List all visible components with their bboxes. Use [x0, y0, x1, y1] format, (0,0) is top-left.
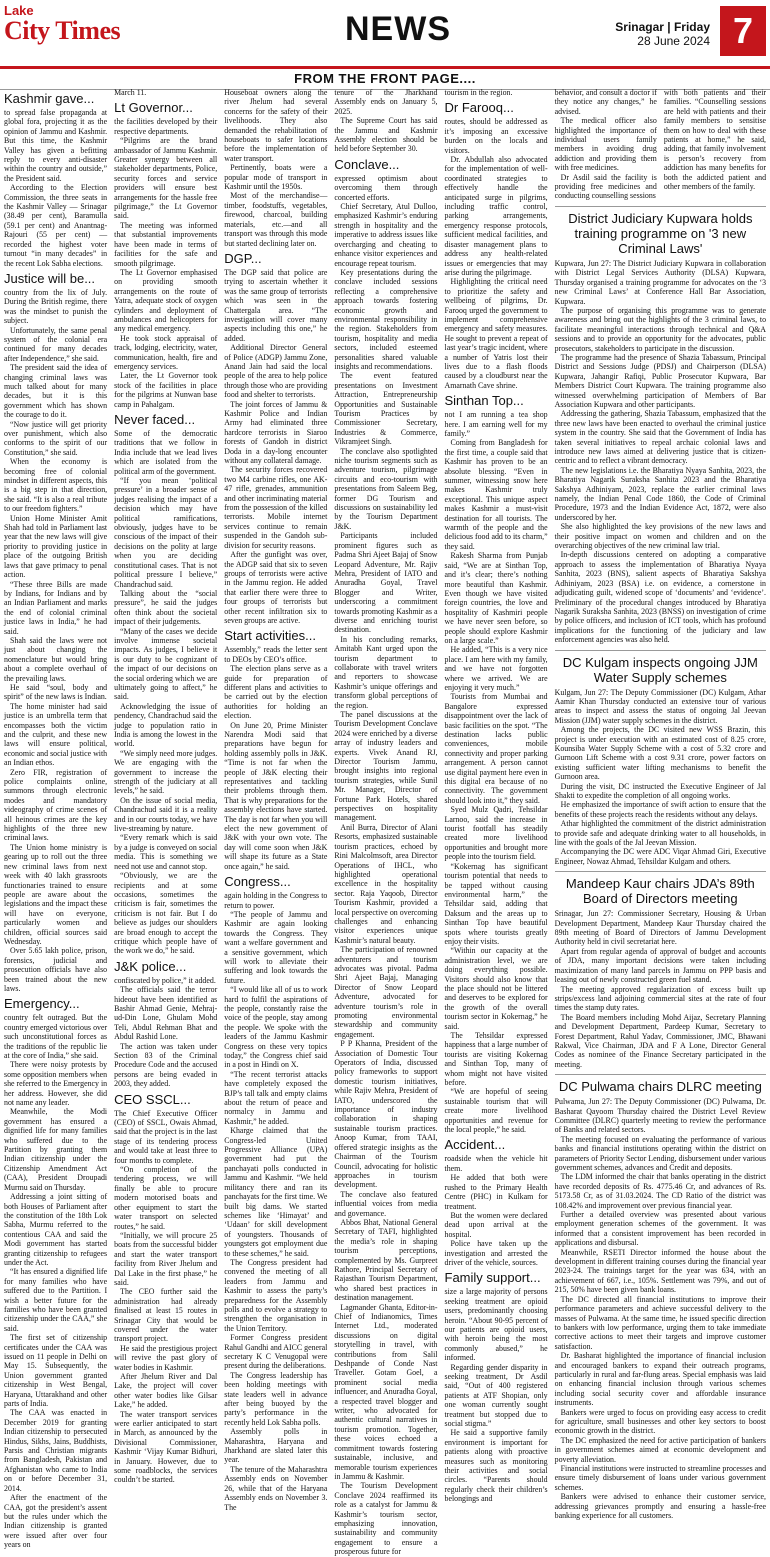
page-number: 7 [720, 6, 766, 56]
paragraph: The CAA was enacted in December 2019 for granting Indian citizenship to persecuted Hindus, Sikhs, Jains, Buddhists, Parsis and Christian migrants from Bangladesh, Pakistan and Afghanistan who came to India on or before December 31, 2014. [4, 1408, 108, 1493]
paragraph: “Now justice will get priority over punishment, which also conforms to the spirit of our Constitution,” she said. [4, 419, 108, 457]
paragraph: After the enactment of the CAA, got the president’s assent but the rules under which the Indian citizenship is granted were issued after over four years on [4, 1493, 108, 1550]
paragraph: The event featured presentations on Investment Attraction, Entrepreneurship Opportunities and Sustainable Tourism Practices by Commissioner Secretary, Industries & Commerce, Vikramjeet Singh. [334, 371, 438, 447]
paragraph: Anil Burra, Director of Alani Resorts, emphasized sustainable tourism practices, echoed by Rini Malcolmsoft, area Director Operations of IHCL, who highlighted operational excellence in the hospitality sector. Raja Yaqoob, Director Tourism Kashmir, provided a local perspective on overcoming challenges and enhancing visitor experiences unique Kashmir’s natural beauty. [334, 822, 438, 945]
city-day: Srinagar | Friday [615, 20, 710, 34]
paragraph: He added that both were rushed to the Primary Health Centre (PHC) in Kulkam for treatment. [444, 1173, 548, 1211]
paragraph: The CEO further said the administration had already finalised at least 15 routes in Srinagar City that would be covered under the water transport project. [114, 1287, 218, 1344]
paragraph: Later, the Lt Governor took stock of the facilities in place for the pilgrims at Nunwan base camp in Pahalgam. [114, 371, 218, 409]
paragraph: The new legislations i.e. the Bharatiya Nyaya Sanhita, 2023, the Bharatiya Nagarik Suraksha Sanhita 2023 and the Bharatiya Sakshya Adhiniyam, 2023, replace the earlier criminal laws namely, the Indian Penal Code 1860, the Code of Criminal Procedure, 1973 and the Indian Evidence Act, 1872, were also underscored by her. [554, 465, 767, 522]
paragraph: Regarding gender disparity in seeking treatment, Dr Asdil said, “Out of 400 registered patients at ATF Shopian, only one woman currently sought treatment but stopped due to social stigma.” [444, 1362, 548, 1429]
paragraph: The action was taken under Section 83 of the Criminal Procedure Code and the accused persons are being evaded in 2003, they added. [114, 1041, 218, 1089]
divider [555, 206, 766, 207]
paragraph: The meeting approved regularization of excess built up strips/excess land adjoining commercial sites at the rate of four times the stamp duty rates. [554, 984, 767, 1013]
paragraph: The meeting focused on evaluating the performance of various banks and financial institutions operating within the district on parameters of Priority Sector Lending, disbursement under various government schemes, advances and Credit and deposits. [554, 1134, 767, 1172]
paragraph: Addressing the gathering, Shazia Tabassum, emphasized that the three new laws have been enacted to overhaul the criminal justice system in the country. She said that the Government of India has taken several initiatives to repeal archaic colonial laws and introduce new laws aimed at delivering justice that is citizen-centric and to reflect a vibrant democracy. [554, 409, 767, 466]
paragraph: Acknowledging the issue of pendency, Chandrachud said the judge to population ratio in India is among the lowest in the world. [114, 701, 218, 749]
paragraph: “We simply need more judges. We are engaging with the government to increase the strength of the judiciary at all levels,” he said. [114, 748, 218, 796]
paragraph: Abbos Bhat, National General Secretary of TAFI, highlighted the media’s role in shaping tourism perceptions, complemented by Ms. Gurpreet Rathore, Principal Secretary of Rajasthan Tourism Department, who shared best practices in destination management. [334, 1217, 438, 1303]
paragraph: “Obviously, we are the recipients and at some occasions, sometimes the criticism is fair, sometimes the criticism is not fair. But I do believe as judges our shoulders are broad enough to accept the critique which people have of the work we do,” he said. [114, 871, 218, 956]
headline-conclave[interactable]: Conclave... [334, 156, 400, 172]
paragraph: the facilities developed by their respective departments. [114, 117, 218, 136]
paragraph: Some of the democratic traditions that we follow in India include that we lead lives which are isolated from the political arm of the government. [114, 429, 218, 476]
paragraph: Meanwhile, RSETI Director informed the house about the development in different training courses during the financial year 2023-24. The trainings target for the year was 634, with an achievement of 667, i.e., 105%. Settlement was 79%, and out of 215, 50% have been given bank loans. [554, 1247, 767, 1295]
divider [555, 1074, 766, 1075]
paragraph: Financial institutions were instructed to streamline processes and ensure timely disbursement of loans under various government schemes. [554, 1464, 767, 1492]
headline-never-faced[interactable]: Never faced... [114, 412, 196, 427]
paragraph: Syed Mulz Qadri, Tehsildar Larnoo, said the increase in tourist footfall has steadily created more livelihood opportunities and brought more people into the tourism field. [444, 805, 548, 862]
paragraph: The Union home ministry is gearing up to roll out the three new criminal laws from next week with 40 lakh grassroots functionaries trained to ensure people are aware about the legislations and the impact these will have on everyone, particularly women and children, official sources said Wednesday. [4, 842, 108, 946]
newspaper-logo[interactable] [4, 4, 144, 60]
headline-sinthan-top[interactable]: Sinthan Top... [444, 393, 524, 409]
column-4 [334, 88, 438, 1557]
paragraph: Pulwama, Jun 27: The Deputy Commissioner (DC) Pulwama, Dr. Basharat Qayoom Thursday chaired the District Level Review Committee (DLRC) quarterly meeting to review the performance of Banks and related sectors. [554, 1097, 767, 1135]
paragraph: “Many of the cases we decide involve immense societal impacts. As judges, I believe it is our duty to be cognizant of the impact of our decisions on the social ordering which we are ultimately going to affect,” he said. [114, 626, 218, 702]
paragraph: Kharge claimed that the Congress-led United Progressive Alliance (UPA) government had put the panchayati polls conducted in Jammu and Kashmir. “We held militancy there and ran its panchayats for the first time. We built big dams. We started schemes like ‘Himayat’ and ‘Udaan’ for skill development of youngsters. Thousands of youngsters got employment due to these schemes,” he said. [224, 1126, 328, 1258]
headline-dc-pulwama[interactable]: DC Pulwama chairs DLRC meeting [558, 1079, 762, 1095]
paragraph: He emphasized the importance of swift action to ensure that the benefits of these projects reach the residents without any delays. [554, 800, 767, 819]
column-6-top-right [664, 88, 766, 201]
column-6-top-left [555, 88, 657, 201]
headline-emergency[interactable]: Emergency... [4, 996, 80, 1012]
paragraph: “Initially, we will procure 25 boats from the successful bidder and start the water transport facility from River Jhelum and Dal Lake in the first phase,” he said. [114, 1230, 218, 1287]
headline-start-activities[interactable]: Start activities... [224, 628, 316, 644]
paragraph: Rakesh Sharma from Punjab said, “We are at Sinthan Top, and it’s clear; there’s nothing more beautiful than Kashmir. Even though we have visited foreign countries, the love and hospitality of Kashmiri people we have never seen before, so people should explore Kashmir on a large scale.” [444, 551, 548, 645]
paragraph: The Tehsildar expressed happiness that a large number of tourists are visiting Kokernag and Sinthan Top, many of whom might not have visited before. [444, 1031, 548, 1088]
paragraph: roadside when the vehicle hit them. [444, 1154, 548, 1173]
logo-large-text: City Times [4, 16, 121, 45]
paragraph: Talking about the “social pressure”, he said the judges often think about the societal impact of their judgements. [114, 588, 218, 627]
paragraph: Dr. Basharat highlighted the importance of financial inclusion and encouraged bankers to expand their outreach programs, particularly in rural and far-flung areas. Special emphasis was laid on enhancing financial inclusion through various schemes including social security cover and affordable insurance instruments. [554, 1351, 767, 1408]
paragraph: Shah said the laws were not just about changing the nomenclature but would bring about a complete overhaul of the prevailing laws. [4, 635, 108, 683]
column-6 [555, 88, 766, 1553]
paragraph: Further a detailed overview was presented about various employment generation schemes of the government. It was informed that a consistent improvement has been recorded in applications and disbursal. [554, 1210, 767, 1248]
paragraph: Athar highlighted the commitment of the district administration to provide safe and adequate drinking water to all households, in line with the goals of the Jal Jeevan Mission. [554, 819, 767, 848]
paragraph: After the gunfight was over, the ADGP said that six to seven groups of terrorists were active in the Jammu region. He added that earlier there were three to four groups of terrorists but other recent infiltration six to seven groups are active. [224, 550, 328, 625]
headline-dgp[interactable]: DGP... [224, 250, 262, 266]
headline-mandeep-kaur[interactable]: Mandeep Kaur chairs JDA’s 89th Board of Directors meeting [565, 876, 755, 907]
paragraph: again holding in the Congress to return to power. [224, 891, 328, 910]
paragraph: Key presentations during the conclave included sessions reflecting a comprehensive approach towards fostering economic growth and environmental responsibility in the region. Stakeholders from tourism, hospitality and media sectors, included esteemed personalities shared valuable insights and recommendations. [334, 267, 438, 371]
paragraph: Union Home Minister Amit Shah had told in Parliament last year that the new laws will give priority to providing justice in place of the outgoing British laws that gave primacy to penal action. [4, 513, 108, 580]
paragraph: The security forces recovered two M4 carbine rifles, one AK-47 rifle, grenades, ammunition and other incriminating material from the possession of the killed terrorists. Mobile internet services continue to remain suspended in the Gandoh sub-division for security reasons. [224, 465, 328, 550]
paragraph: “If you mean ‘political pressure’ in a broader sense of judges realising the impact of a decision which may have political ramifications, obviously, judges have to be conscious of the impact of their decisions on the polity at large when you are deciding constitutional cases. That is not political pressure I believe,” Chandrachud said. [114, 476, 218, 589]
paragraph: He took stock appraisal of track, lodging, electricity, water, communication, health, fire and emergency services. [114, 333, 218, 371]
paragraph: He said “soul, body and spirit” of the new laws is Indian. [4, 682, 108, 702]
paragraph: Police have taken up the investigation and arrested the driver of the vehicle, sources. [444, 1239, 548, 1267]
headline-dc-kulgam[interactable]: DC Kulgam inspects ongoing JJM Water Supply schemes [562, 654, 758, 685]
paragraph: Coming from Bangladesh for the first time, a couple said that Kashmir has proven to be an absolute blessing. “Even in summer, witnessing snow here makes Kashmir truly exceptional. This unique aspect makes Kashmir a must-visit destination for all tourists. The warmth of the people and the delicious food add to its charm,” they said. [444, 438, 548, 551]
paragraph: Apart from regular agenda of approval of budget and accounts of JDA, many important decisions were taken including maximization of many land parcels in Jammu on PPP basis and leasing out of newly constructed green fuel stand. [554, 946, 767, 985]
paragraph: Former Congress president Rahul Gandhi and AICC general secretary K C Venugopal were present during the deliberations. [224, 1333, 328, 1371]
paragraph: Additional Director General of Police (ADGP) Jammu Zone, Anand Jain had said the local people of the area to help police through those who are providing food and shelter to terrorists. [224, 343, 328, 400]
paragraph: Kulgam, Jun 27: The Deputy Commissioner (DC) Kulgam, Athar Aamir Khan Thursday conducted an extensive tour of various areas to inspect and assess the status of ongoing Jal Jeevan Mission (JJM) water supply schemes in the district. [554, 687, 767, 725]
paragraph: Pertinently, boats were a popular mode of transport in Kashmir until the 1950s. [224, 163, 328, 192]
dateline [615, 20, 710, 48]
paragraph: In his concluding remarks, Amitabh Kant urged upon the tourism department to collaborate with travel writers and reporters to showcase Kashmir’s unique offerings and transform global perceptions of the region. [334, 634, 438, 710]
paragraph: “On completion of the tendering process, we will finally be able to procure modern motorised boats and other equipment to start the water transport on selected routes,” he said. [114, 1165, 218, 1231]
paragraph: Addressing a joint sitting of both Houses of Parliament after the constitution of the 18th Lok Sabha, Murmu referred to the contentious CAA and said the Modi government has started granting citizenship to refugees under the Act. [4, 1192, 108, 1267]
paragraph: “I would like all of us to work hard to fulfil the aspirations of the people, constantly raise the voice of the people, stay among the people. We spoke with the leaders of the Jammu Kashmir Congress on these very topics today,” the Congress chief said in a post in Hindi on X. [224, 985, 328, 1070]
paragraph: “Pilgrims are the brand ambassador of Jammu Kashmir. Greater synergy between all stakeholder departments, Police, security forces and service providers will ensure best arrangements for the hassle free pilgrimage,” the Lt Governor said. [114, 136, 218, 221]
masthead [0, 0, 770, 69]
paragraph: The president said the idea of changing criminal laws was much talked about for many decades, but it is this government which has shown the courage to do it. [4, 363, 108, 420]
paragraph: The Congress leadership has been holding meetings with state leaders well in advance after being buoyed by the party’s performance in the recently held Lok Sabha polls. [224, 1370, 328, 1427]
paragraph: There were noisy protests by some opposition members when she referred to the Emergency in her address. However, she did not name any leader. [4, 1060, 108, 1108]
paragraph: Houseboat owners along the river Jhelum had several concerns for the safety of their livelihoods. They also demanded the rehabilitation of houseboats to safer locations before the implementation of water transport. [224, 88, 328, 163]
headline-congress[interactable]: Congress... [224, 874, 291, 890]
paragraph: March 11. [114, 88, 147, 97]
paragraph: Among the projects, the DC visited new WSS Brazin, this project is under execution with an estimated cost of 8.25 crore, Kounsiba Water Supply Scheme with a cost of 5.32 crore and Gurnoon Lift Scheme with a cost 9.31 crore, power factors on existing sufficient water lifting mechanisms to benefit the Gurnoon area. [554, 725, 767, 782]
headline-dr-farooq[interactable]: Dr Farooq... [444, 100, 514, 116]
paragraph: The Chief Executive Officer (CEO) of SSCL, Owais Ahmad, said that the project is in the last stage of its tendering process and would take at least three to four months to complete. [114, 1108, 218, 1165]
issue-date: 28 June 2024 [637, 34, 710, 48]
paragraph: Accompanying the DC were ADC Viqar Ahmad Giri, Executive Engineer, Nowaz Ahmad, Tehsildar Kulgam and others. [554, 847, 767, 866]
paragraph: Dr. Abdullah also advocated for the implementation of well-coordinated strategies to effectively handle the anticipated surge in pilgrims, including traffic control, parking arrangements, emergency response protocols, sufficient medical facilities, and disaster management plans to address any health-related issues or emergencies that may arise during the pilgrimage. [444, 155, 548, 277]
paragraph: The home minister had said justice is an umbrella term that encompasses both the victim and the culprit, and these new laws will ensure political, economic and social justice with an Indian ethos. [4, 701, 108, 768]
paragraph: He said a supportive family environment is important for patients along with proactive measures such as monitoring their activities and social circles. “Parents should regularly check their children’s belongings and [444, 1428, 548, 1504]
paragraph: Dr Asdil said the facility is providing free medicines and conducting counselling sessions [554, 172, 657, 201]
section-title: NEWS [345, 10, 451, 48]
paragraph: She also highlighted the key provisions of the new laws and their positive impact on women and children and on the overarching objectives of the new criminal law trial. [554, 522, 767, 551]
paragraph: to spread false propaganda at global fora, projecting it as the opinion of Jammu and Kashmir. But this time, the Kashmir Valley has given a befitting reply to every anti-disaster within the country and outside,” the President said. [4, 108, 108, 183]
paragraph: Kupwara, Jun 27: The District Judiciary Kupwara in collaboration with District Legal Services Authority (DLSA) Kupwara, Thursday organised a training programme for advocates on the ‘3 new Criminal Laws’ at Conference Hall Bar Association, Kupwara. [554, 258, 767, 306]
paragraph: “Kokernag has significant tourism potential that needs to be tapped without causing environmental harm,” the Tehsildar said, adding that Daksum and the areas up to Sinthan Top have beautiful spots where tourists greatly enjoy their visits. [444, 861, 548, 946]
paragraph: size a large majority of persons seeking treatment are opioid users, predominantly choosing heroin. “About 90-95 percent of our patients are opioid users, with heroin being the most commonly abused,” he informed. [444, 1287, 548, 1363]
paragraph: Bankers were advised to enhance their customer service, addressing grievances promptly and ensuring a hassle-free banking experience for all customers. [554, 1492, 767, 1521]
paragraph: Unfortunately, the same penal system of the colonial era continued for many decades after Independence,” she said. [4, 325, 108, 363]
paragraph: The conclave also featured influential voices from media and governance. [334, 1189, 438, 1218]
headline-kashmir-gave[interactable]: Kashmir gave... [4, 91, 95, 106]
paragraph: Lagmander Ghanta, Editor-in-Chief of Indianomics, Times Internet Ltd., moderated discussions on digital storytelling in travel, with contributions from Salil Deshpande of Conde Nast Traveller. Gotam Goel, a prominent social media influencer, and Anuradha Goyal, a respected travel blogger and writer, who advocated for authentic cultural narratives in tourism promotion. Together, these voices echoed a commitment towards fostering sustainable, inclusive, and memorable tourism experiences in Jammu & Kashmir. [334, 1302, 438, 1481]
paragraph: “Within our capacity at the administration level, we are doing everything possible. Visitors should also know that the place should not be littered and deserves to be explored for the growth of the overall tourism sector in Kokernag,” he said. [444, 946, 548, 1031]
column-5 [445, 88, 548, 1553]
headline-ceo-sscl[interactable]: CEO SSCL... [114, 1091, 191, 1107]
headline-lt-governor[interactable]: Lt Governor... [114, 100, 193, 116]
paragraph: tourism in the region. [444, 88, 513, 97]
headline-kupwara-training[interactable]: District Judiciary Kupwara holds training programme on '3 new Criminal Laws' [568, 210, 753, 256]
paragraph: “It has ensured a dignified life for many families who have suffered due to the Partition. I wish a better future for the families who have been granted citizenship under the CAA,” she said. [4, 1267, 108, 1333]
paragraph: When the economy is becoming free of colonial mindset in different aspects, this is a big step in that direction, she said. “It is also a real tribute to our freedom fighters.” [4, 457, 108, 514]
column-6-top [555, 88, 766, 201]
paragraph: Tourists from Mumbai and Bangalore expressed disappointment over the lack of basic facilities on the spot. “The destination lacks public conveniences, mobile connectivity and proper parking arrangement. A person cannot use digital payment here even in this digital era because of no connectivity. The government should look into it,” they said. [444, 692, 548, 805]
column-3 [224, 88, 327, 1553]
paragraph: The panel discussions at the Tourism Development Conclave 2024 were enriched by a diverse array of industry leaders and experts. Vivek Anand RJ, Director Tourism Jammu, brought insights into regional tourism strategies, while Sunil Mr. Manager, Director of Fortune Park Hotels, shared perspectives on hospitality management. [334, 710, 438, 823]
paragraph: The medical officer also highlighted the importance of individual users family members in avoiding drug addiction and providing them with free medicines. [554, 116, 657, 173]
divider [555, 650, 766, 651]
article-columns [4, 88, 767, 1557]
paragraph: Meanwhile, the Modi government has ensured a dignified life for many families who suffered due to the Partition by granting them Indian citizenship under the Citizenship Amendment Act (CAA), President Droupadi Murmu said on Thursday. [4, 1107, 108, 1192]
paragraph: He added, “This is a very nice place. I am here with my family, and we have not forgotten where we arrived. We are enjoying it very much.” [444, 645, 548, 692]
paragraph: “We are hopeful of seeing sustainable tourism that will create more livelihood opportunities and revenue for the local people,” he said. [444, 1087, 548, 1135]
paragraph: The DGP said that police are trying to ascertain whether it was the same group of terrorists which was seen in the Chattergala area. “The investigation will cover many aspects including this one,” he added. [224, 267, 328, 343]
paragraph: The tenure of the Maharashtra Assembly ends on November 26, while that of the Haryana Assembly ends on November 3. The [224, 1464, 328, 1512]
paragraph: The DC emphasized the need for active participation of bankers in government schemes aimed at economic development and poverty alleviation. [554, 1435, 767, 1464]
paragraph: The Supreme Court has said the Jammu and Kashmir Assembly election should be held before September 30. [334, 116, 438, 154]
paragraph: The water transport services were earlier anticipated to start in March, as announced by the Divisional Commissioner, Kashmir ‘Vijay Kumar Bidhuri, in January. However, due to some roadblocks, the services couldn’t be started. [114, 1409, 218, 1485]
paragraph: The Board members including Mohd Aijaz, Secretary Planning and Development Department, Pardeep Kumar, Secretary to Forest Department, Rahul Yadav, Commissioner, JMC, Bhawani Rakwal, Vice Chairman, JDA and F A Lone, Director General Codes as nominee of the Finance Secretary participated in the meeting. [554, 1012, 767, 1069]
column-1 [4, 88, 107, 1553]
headline-accident[interactable]: Accident... [444, 1137, 506, 1153]
paragraph: The first set of citizenship certificates under the CAA was issued on 11 people in Delhi on May 15. Subsequently, the Union government granted citizenship in West Bengal, Haryana, Uttarakhand and other parts of India. [4, 1333, 108, 1409]
paragraph: “Every remark which is said by a judge is conveyed on social media. This is something we need not use and cannot stop. [114, 833, 218, 871]
paragraph: Srinagar, Jun 27: Commissioner Secretary, Housing & Urban Development Department, Mandeep Kaur Thursday chaired the 89th meeting of Board of Directors of Jammu Development Authority held in civil secretariat here. [554, 909, 767, 947]
paragraph: The Tourism Development Conclave 2024 reaffirmed its role as a catalyst for Jammu & Kashmir’s tourism sector, emphasizing innovation, sustainability and community engagement to ensure a prosperous future for [334, 1481, 438, 1557]
paragraph: P P Khanna, President of the Association of Domestic Tour Operators of India, discussed policy frameworks to support domestic tourism initiatives, while Rajiv Mehra, President of IATO, underscored the importance of industry collaboration in shaping sustainable tourism practices. Anoop Kumar, from TAAI, offered strategic insights as the Chairman of the Tourism Council, advocating for holistic approaches in tourism development. [334, 1039, 438, 1190]
divider [555, 871, 766, 872]
paragraph: On the issue of social media, Chandrachud said it is a reality and in our courts today, we have live-streaming by nature. [114, 795, 218, 834]
headline-justice-will-be[interactable]: Justice will be... [4, 270, 96, 286]
paragraph: On June 20, Prime Minister Narendra Modi said that preparations have begun for holding assembly polls in J&K. “Time is not far when the people of J&K electing their representatives and tackling their problems through them. That is why preparations for the assembly elections have started. The day is not far when you will elect the new government of J&K with your own vote. The day will come soon when J&K will shape its future as a State once again,” he said. [224, 720, 328, 871]
paragraph: The Congress president had convened the meeting of all leaders from Jammu and Kashmir to assess the party’s preparedness for the Assembly polls and to evolve a strategy to strengthen the organisation in the Union Territory. [224, 1257, 328, 1333]
paragraph: Assembly,” reads the letter sent to DEOs by CEO’s office. [224, 645, 328, 664]
paragraph: The programme had the presence of Shazia Tabassum, Principal District and Sessions Judge (PDSJ) and Chairperson (DLSA) Kupwara, Jahangir Rafiqi, Public Prosecutor Kupwara, Bar Members District Court Kupwara. The training programme also witnessed overwhelming participation of Members of Bar Association Kupwara and other participants. [554, 352, 767, 409]
paragraph: During the visit, DC instructed the Executive Engineer of Jal Shakti to expedite the completion of all ongoing works. [554, 781, 767, 800]
headline-family-support[interactable]: Family support... [444, 1270, 541, 1286]
paragraph: with both patients and their families. “Counselling sessions are held with patients and their family members to sensitise them on how to deal with these patients at home,” he said, adding, that family involvement is person’s recovery from addiction has many benefits for both the addicted patient and other members of the family. [663, 88, 767, 192]
paragraph: tenure of the Jharkhand Assembly ends on January 5, 2025. [334, 88, 438, 116]
paragraph: The DC directed all financial institutions to improve their performance parameters and achieve successful delivery to the masses of Pulwama. At the same time, he issued specific direction to bankers with low performance, urging them to take immediate corrective actions to meet their targets and improve customer satisfaction. [554, 1294, 767, 1351]
paragraph: Most of the merchandise—timber, foodstuffs, vegetables, firewood, charcoal, building materials, etc.—and all transport was through this mode but started declining later on. [224, 191, 328, 248]
paragraph: Bankers were urged to focus on providing easy access to credit for agriculture, small businesses and other key sectors to boost economic growth in the district. [554, 1407, 767, 1436]
paragraph: “The recent terrorist attacks have completely exposed the BJP’s tall talk and empty claims about the return of peace and normalcy in Jammu and Kashmir,” he added. [224, 1069, 328, 1126]
paragraph: The Lt Governor emphasised on providing smooth arrangements on the route of Yatra, adequate stock of oxygen cylinders and deployment of ambulances and helicopters for any medical emergency. [114, 267, 218, 334]
paragraph: country from the lix of July. During the British regime, there was the mindset to punish the subject. [4, 287, 108, 326]
paragraph: The LDM informed the chair that banks operating in the district have recorded deposits of Rs. 4775.46 Cr, and advances of Rs. 5173.58 Cr, as of 31.03.2024. The CD Ratio of the district was 108.42% and improvement over previous financial year. [554, 1172, 767, 1210]
paragraph: country felt outraged. But the country emerged victorious over such unconstitutional forces as the traditions of the republic lie at the core of India,” she said. [4, 1013, 108, 1060]
strap-heading: FROM THE FRONT PAGE.... [0, 69, 770, 90]
paragraph: According to the Election Commission, the three seats in the Kashmir Valley — Srinagar (38.49 per cent), Baramulla (59.1 per cent) and Anantnag-Rajouri (55 per cent) — recorded the highest voter turnout “in many decades” in the recent Lok Sabha elections. [4, 183, 108, 268]
paragraph: He said the prestigious project will revive the past glory of water bodies in Kashmir. [114, 1343, 218, 1372]
paragraph: The election plans serve as a guide for preparation of different plans and activities to be carried out by the election authorities for holding an election. [224, 664, 328, 721]
paragraph: The joint forces of Jammu & Kashmir Police and Indian Army had eliminated three hardcore terrorists in Siaroo forests of Gandoh in district Doda in a day-long encounter without any collateral damage. [224, 399, 328, 466]
paragraph: Assembly polls in Maharashtra, Haryana and Jharkhand are slated later this year. [224, 1427, 328, 1465]
paragraph: not I am running a tea shop here. I am earning well for my family.” [444, 410, 548, 438]
paragraph: routes, should be addressed as it’s imposing an excessive burden on the locals and visitors. [444, 117, 548, 155]
logo-small-text: Lake [4, 3, 34, 18]
paragraph: In-depth discussions centered on adopting a comparative approach to assess the implementation of Bharatiya Nyaya Sanhita, 2023 (BNS), salient aspects of Bharatiya Sakshya Adhiniyam, 2023 (BSA) i.e. on evidence, a cornerstone in adjudicating guilt, widened scope of ‘documents’ and ‘evidence’. Preliminary of the procedural changes introduced by Bharatiya Nagarik Suraksha Sanhita, 2023 (BNSS) on investigation of crime by police officers, and inclusion of ICT tools, which has profound implications for the functioning of the judiciary and law enforcement agencies was also held. [554, 550, 767, 645]
paragraph: The meeting was informed that substantial improvements have been made in terms of facilities for the safe and smooth pilgrimage. [114, 220, 218, 268]
paragraph: The conclave also spotlighted niche tourism segments such as adventure tourism, pilgrimage circuits and eco-tourism with presentations from Saleem Beg, former DG Tourism and discussions on sustainability led by the Tourism Department J&K. [334, 446, 438, 531]
paragraph: After Jhelum River and Dal Lake, the project will cover other water bodies like Gilsar Lake,” he added. [114, 1372, 218, 1410]
paragraph: Over 5.65 lakh police, prison, forensics, judicial and prosecution officials have also been trained about the new laws. [4, 946, 108, 993]
paragraph: Highlighting the critical need to prioritize the safety and wellbeing of pilgrims, Dr. Farooq urged the government to implement comprehensive emergency and safety measures. He sought to prevent a repeat of last year’s tragic incident, where a number of Yatris lost their lives due to a flash floods caused by a cloudburst near the Amarnath Cave shrine. [444, 277, 548, 390]
paragraph: “The people of Jammu and Kashmir are again looking towards the Congress. They want a welfare government and a sensitive government, which will work to alleviate their suffering and look towards the future. [224, 909, 328, 985]
paragraph: The participation of renowned adventurers and tourism advocates was pivotal. Padma Shri Ajeet Bajaj, Managing Director of Snow Leopard Adventure, advocated for adventure tourism’s role in promoting environmental stewardship and community engagement. [334, 945, 438, 1039]
column-2 [114, 88, 217, 1553]
paragraph: expressed optimism about overcoming them through concerted efforts. [334, 173, 438, 202]
paragraph: “These three Bills are made by Indians, for Indians and by an Indian Parliament and marks the end of colonial criminal justice laws in India,” he had said. [4, 579, 108, 636]
headline-jk-police[interactable]: J&K police... [114, 958, 187, 974]
paragraph: But the women were declared dead upon arrival at the hospital. [444, 1210, 548, 1239]
paragraph: confiscated by police,” it added. [114, 975, 216, 985]
paragraph: Zero FIR, registration of police complaints online, summons through electronic modes and mandatory videography of crime scenes of all heinous crimes are the key highlights of the three new criminal laws. [4, 767, 108, 843]
paragraph: The officials said the terror hideout have been identified as Bashir Ahmad Genie, Mehraj-ud-Din Lone, Ghulam Mohd Teli, Abdul Rehman Bhat and Abdul Rashid Lone. [114, 985, 218, 1042]
paragraph: The purpose of organising this programme was to generate awareness and bring out the highlights of the 3 criminal laws, to facilitate meaningful interactions through technical and Q&A sessions and to provide an opportunity for the advocates, public prosecutors, stakeholders to participate in the discussion. [554, 305, 767, 353]
paragraph: Participants included prominent figures such as Padma Shri Ajeet Bajaj of Snow Leopard Adventure, Mr. Rajiv Mehra, President of IATO and Anuradha Goyal, Travel Blogger and Writer, underscoring a commitment towards promoting Kashmir as a diverse and enriching tourist destination. [334, 531, 438, 635]
paragraph: behavior, and consult a doctor if they notice any changes,” he advised. [554, 88, 657, 116]
paragraph: Chief Secretary, Atul Dulloo, emphasized Kashmir’s enduring strength in hospitality and the imperative to address issues like overcharging and cheating to enhance visitor experiences and encourage repeat tourism. [334, 202, 438, 268]
